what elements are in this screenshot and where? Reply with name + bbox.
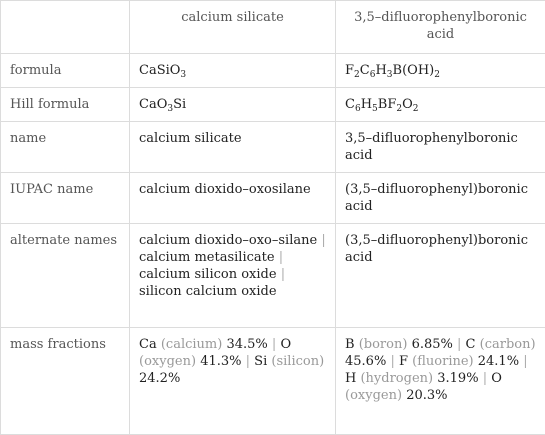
alternate-names-calcium-silicate: calcium dioxido–oxo–silane | calcium metasilicate | calcium silicon oxide | silicon calcium oxide: [130, 224, 336, 328]
header-empty-cell: [1, 1, 130, 54]
table-row-name: [1, 122, 545, 173]
name-difluorophenylboronic-acid: 3,5–difluorophenylboronic acid: [336, 122, 545, 173]
hill-formula-difluorophenylboronic-acid: $C_6H_5BF_2O_2$: [336, 88, 545, 122]
row-label-hill-formula: Hill formula: [1, 88, 130, 122]
row-label-iupac-name: IUPAC name: [1, 173, 130, 224]
header-difluorophenylboronic-acid: 3,5–difluorophenylboronic acid: [336, 1, 545, 54]
alternate-names-difluorophenylboronic-acid: (3,5–difluorophenyl)boronic acid: [336, 224, 545, 328]
mass-fractions-difluorophenylboronic-acid: B (boron) 6.85% | C (carbon) 45.6% | F (fluorine) 24.1% | H (hydrogen) 3.19% | O (oxygen) 20.3%: [336, 328, 545, 435]
header-calcium-silicate: calcium silicate: [130, 1, 336, 54]
table-row-formula: [1, 54, 545, 88]
table-row-hill-formula: [1, 88, 545, 122]
formula-calcium-silicate: CaSiO$_3$: [130, 54, 336, 88]
iupac-name-calcium-silicate: calcium dioxido–oxosilane: [130, 173, 336, 224]
name-calcium-silicate: calcium silicate: [130, 122, 336, 173]
row-label-name: name: [1, 122, 130, 173]
mass-fractions-calcium-silicate: Ca (calcium) 34.5% | O (oxygen) 41.3% | Si (silicon) 24.2%: [130, 328, 336, 435]
hill-formula-calcium-silicate: CaO$_3$Si: [130, 88, 336, 122]
iupac-name-difluorophenylboronic-acid: (3,5–difluorophenyl)boronic acid: [336, 173, 545, 224]
formula-difluorophenylboronic-acid: $F_2C_6H_3B(OH)_2$: [336, 54, 545, 88]
row-label-formula: formula: [1, 54, 130, 88]
row-label-mass-fractions: mass fractions: [1, 328, 130, 435]
header-row: [1, 1, 545, 54]
table-row-mass-fractions: [1, 328, 545, 435]
row-label-alternate-names: alternate names: [1, 224, 130, 328]
table-row-iupac-name: [1, 173, 545, 224]
table-row-alternate-names: [1, 224, 545, 328]
